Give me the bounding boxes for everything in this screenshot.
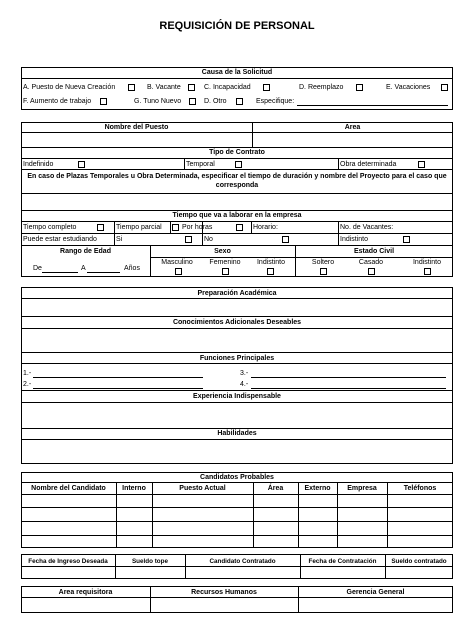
option-vacante-label: B. Vacante <box>147 84 181 91</box>
sexo-femenino-checkbox[interactable] <box>222 268 229 275</box>
civil-casado-label: Casado <box>358 259 384 266</box>
option-vacaciones-label: E. Vacaciones <box>386 84 431 91</box>
funcion-4-field[interactable] <box>251 388 446 389</box>
civil-indistinto-checkbox[interactable] <box>424 268 431 275</box>
fecha-ingreso-header: Fecha de Ingreso Deseada <box>28 558 108 565</box>
contrato-temporal-label: Temporal <box>186 161 215 168</box>
por-horas-label: Por horas <box>182 224 213 231</box>
contrato-indefinido-label: Indefinido <box>23 161 54 168</box>
conocimientos-field[interactable] <box>22 329 452 351</box>
table-row[interactable] <box>22 522 452 534</box>
especifique-label: Especifique: <box>256 98 295 105</box>
tiempo-parcial-checkbox[interactable] <box>172 224 179 231</box>
funcion-1-label: 1.- <box>23 370 32 377</box>
habilidades-header: Habilidades <box>217 430 257 437</box>
civil-casado-checkbox[interactable] <box>368 268 375 275</box>
fecha-ingreso-field[interactable] <box>22 567 114 578</box>
candidatos-header: Candidatos Probables <box>200 474 274 481</box>
edad-a-label: A <box>81 265 86 272</box>
sexo-femenino-label: Femenino <box>209 259 241 266</box>
col-externo: Externo <box>304 485 331 492</box>
option-reemplazo-checkbox[interactable] <box>356 84 363 91</box>
firma-area-field[interactable] <box>22 598 149 612</box>
option-nueva-creacion-label: A. Puesto de Nueva Creación <box>23 84 116 91</box>
edad-anos-label: Años <box>124 265 140 272</box>
estado-civil-header: Estado Civil <box>353 248 395 255</box>
nombre-puesto-field[interactable] <box>22 133 251 146</box>
funcion-2-field[interactable] <box>33 388 203 389</box>
preparacion-field[interactable] <box>22 299 452 315</box>
option-incapacidad-label: C. Incapacidad <box>204 84 251 91</box>
funciones-header: Funciones Principales <box>199 355 275 362</box>
por-horas-checkbox[interactable] <box>236 224 243 231</box>
edad-a-field[interactable] <box>87 272 120 273</box>
table-row[interactable] <box>22 508 452 520</box>
option-nueva-creacion-checkbox[interactable] <box>128 84 135 91</box>
contrato-indefinido-checkbox[interactable] <box>78 161 85 168</box>
sueldo-contratado-header: Sueldo contratado <box>391 558 447 565</box>
tiempo-completo-label: Tiempo completo <box>23 224 77 231</box>
contrato-obra-label: Obra determinada <box>340 161 397 168</box>
col-telefonos: Teléfonos <box>403 485 437 492</box>
funcion-1-field[interactable] <box>33 377 203 378</box>
candidato-contratado-field[interactable] <box>186 567 299 578</box>
estudiando-label: Puede estar estudiando <box>23 236 97 243</box>
duracion-proyecto-field[interactable] <box>22 194 452 209</box>
col-area: Área <box>267 485 284 492</box>
candidato-contratado-header: Candidato Contratado <box>209 558 276 565</box>
option-otro-checkbox[interactable] <box>236 98 243 105</box>
tiempo-header: Tiempo que va a laborar en la empresa <box>172 212 302 219</box>
contrato-temporal-checkbox[interactable] <box>235 161 242 168</box>
habilidades-field[interactable] <box>22 440 452 463</box>
edad-de-label: De <box>33 265 42 272</box>
option-turno-nuevo-checkbox[interactable] <box>189 98 196 105</box>
nota-temporales: En caso de Plazas Temporales u Obra Determinada, especificar el tiempo de duración y nombre del Proyecto para el caso que corresponda <box>27 173 447 189</box>
funcion-4-label: 4.- <box>240 381 249 388</box>
funcion-3-field[interactable] <box>251 377 446 378</box>
civil-soltero-label: Soltero <box>311 259 335 266</box>
option-reemplazo-label: D. Reemplazo <box>299 84 344 91</box>
col-interno: Interno <box>122 485 146 492</box>
sueldo-tope-header: Sueldo tope <box>131 558 169 565</box>
rango-edad-header: Rango de Edad <box>60 248 111 255</box>
col-empresa: Empresa <box>347 485 377 492</box>
firma-rh-field[interactable] <box>151 598 297 612</box>
tiempo-parcial-label: Tiempo parcial <box>116 224 162 231</box>
firma-gerencia-general: Gerencia General <box>346 589 405 596</box>
civil-indistinto-label: Indistinto <box>412 259 442 266</box>
sexo-indistinto-checkbox[interactable] <box>267 268 274 275</box>
causa-header: Causa de la Solicitud <box>201 69 273 76</box>
nombre-puesto-header: Nombre del Puesto <box>104 124 169 131</box>
tipo-contrato-header: Tipo de Contrato <box>209 149 265 156</box>
estudiando-no-checkbox[interactable] <box>282 236 289 243</box>
contrato-obra-checkbox[interactable] <box>418 161 425 168</box>
estudiando-no-label: No <box>204 236 213 243</box>
col-puesto-actual: Puesto Actual <box>179 485 226 492</box>
estudiando-indistinto-checkbox[interactable] <box>403 236 410 243</box>
estudiando-si-label: Si <box>116 236 123 243</box>
experiencia-header: Experiencia Indispensable <box>193 393 281 400</box>
firma-gerencia-field[interactable] <box>299 598 452 612</box>
sexo-masculino-label: Masculino <box>161 259 193 266</box>
preparacion-header: Preparación Académica <box>197 290 277 297</box>
option-otro-label: D. Otro <box>204 98 227 105</box>
option-vacaciones-checkbox[interactable] <box>441 84 448 91</box>
sueldo-contratado-field[interactable] <box>386 567 452 578</box>
sueldo-tope-field[interactable] <box>116 567 184 578</box>
vacantes-label: No. de Vacantes: <box>340 224 394 231</box>
estudiando-indistinto-label: Indistinto <box>340 236 369 243</box>
table-row[interactable] <box>22 536 452 547</box>
fecha-contratacion-field[interactable] <box>301 567 384 578</box>
area-field[interactable] <box>253 133 452 146</box>
area-header: Area <box>344 124 361 131</box>
civil-soltero-checkbox[interactable] <box>320 268 327 275</box>
funcion-3-label: 3.- <box>240 370 249 377</box>
horario-label: Horario: <box>253 224 278 231</box>
fecha-contratacion-header: Fecha de Contratación <box>308 558 377 565</box>
option-aumento-label: F. Aumento de trabajo <box>23 98 92 105</box>
funcion-2-label: 2.- <box>23 381 32 388</box>
firma-area-requisitora: Area requisitora <box>58 589 113 596</box>
sexo-indistinto-label: Indistinto <box>256 259 286 266</box>
experiencia-field[interactable] <box>22 403 452 427</box>
edad-de-field[interactable] <box>42 272 78 273</box>
conocimientos-header: Conocimientos Adicionales Deseables <box>172 319 302 326</box>
estudiando-si-checkbox[interactable] <box>185 236 192 243</box>
sexo-header: Sexo <box>214 248 231 255</box>
firma-recursos-humanos: Recursos Humanos <box>191 589 257 596</box>
option-aumento-checkbox[interactable] <box>100 98 107 105</box>
tiempo-completo-checkbox[interactable] <box>97 224 104 231</box>
col-nombre-candidato: Nombre del Candidato <box>31 485 106 492</box>
option-turno-nuevo-label: G. Tuno Nuevo <box>134 98 182 105</box>
option-incapacidad-checkbox[interactable] <box>263 84 270 91</box>
table-row[interactable] <box>22 495 452 506</box>
especifique-field[interactable] <box>297 105 448 106</box>
sexo-masculino-checkbox[interactable] <box>175 268 182 275</box>
option-vacante-checkbox[interactable] <box>188 84 195 91</box>
page-title: REQUISICIÓN DE PERSONAL <box>159 20 315 32</box>
